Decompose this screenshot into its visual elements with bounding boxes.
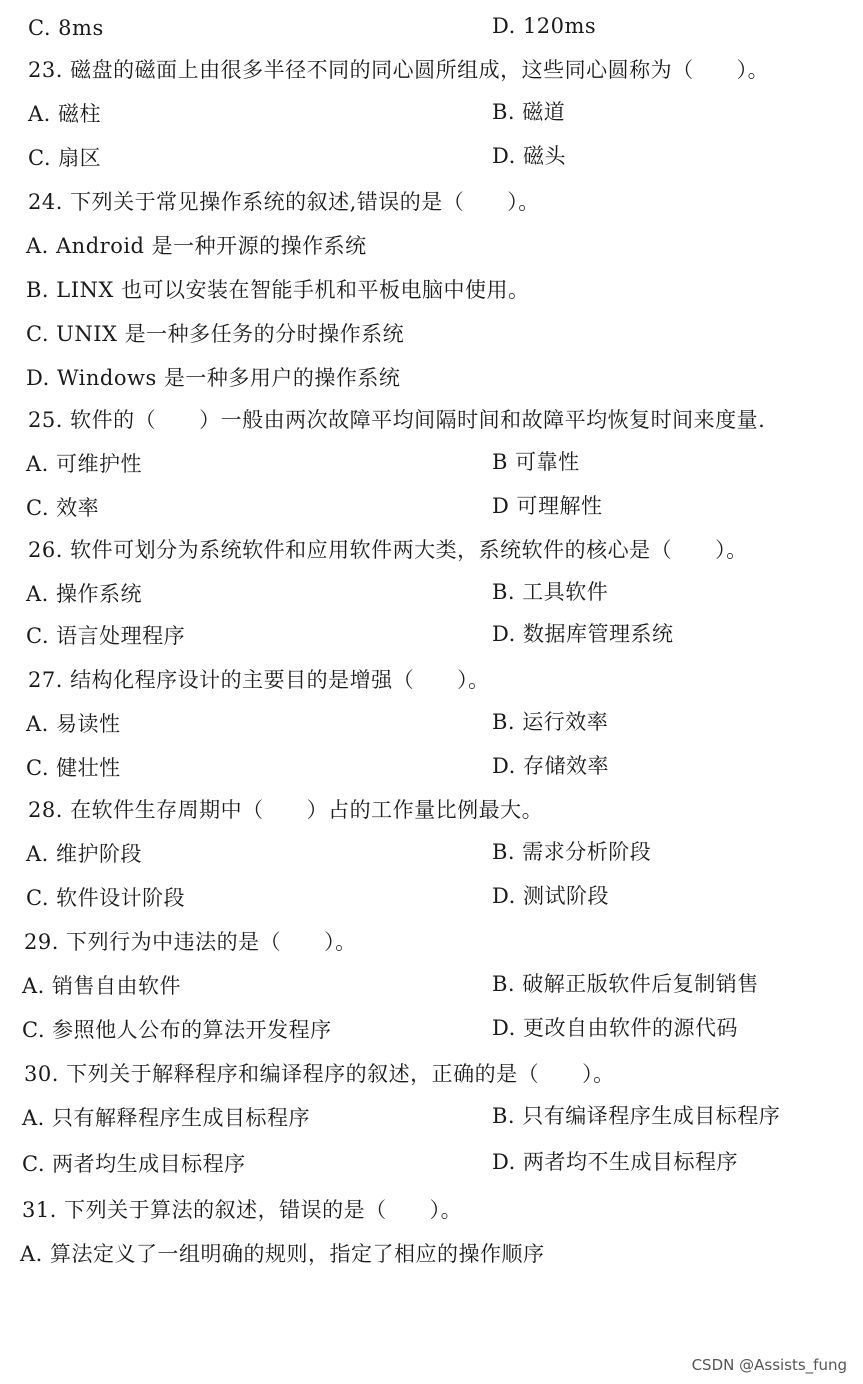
q29-option-b: B. 破解正版软件后复制销售 bbox=[492, 972, 759, 996]
q28-option-b: B. 需求分析阶段 bbox=[492, 840, 652, 864]
q22-option-d: D. 120ms bbox=[492, 14, 597, 38]
q25-option-d: D 可理解性 bbox=[492, 494, 603, 518]
q25-option-a: A. 可维护性 bbox=[26, 452, 143, 476]
q25-option-c: C. 效率 bbox=[26, 496, 100, 520]
q31-stem: 31. 下列关于算法的叙述，错误的是（ ）。 bbox=[22, 1198, 463, 1222]
q28-option-d: D. 测试阶段 bbox=[492, 884, 609, 908]
q30-stem: 30. 下列关于解释程序和编译程序的叙述，正确的是（ ）。 bbox=[24, 1062, 615, 1086]
q28-option-a: A. 维护阶段 bbox=[26, 842, 143, 866]
q30-option-c: C. 两者均生成目标程序 bbox=[22, 1152, 246, 1176]
q26-option-a: A. 操作系统 bbox=[26, 582, 143, 606]
q30-option-d: D. 两者均不生成目标程序 bbox=[492, 1150, 738, 1174]
q29-stem: 29. 下列行为中违法的是（ ）。 bbox=[24, 930, 357, 954]
q28-stem: 28. 在软件生存周期中（ ）占的工作量比例最大。 bbox=[28, 798, 544, 822]
q30-option-b: B. 只有编译程序生成目标程序 bbox=[492, 1104, 781, 1128]
q22-option-c: C. 8ms bbox=[28, 16, 104, 40]
csdn-watermark: CSDN @Assists_fung bbox=[691, 1356, 847, 1374]
q24-option-a: A. Android 是一种开源的操作系统 bbox=[26, 234, 367, 258]
q27-option-c: C. 健壮性 bbox=[26, 756, 121, 780]
q28-option-c: C. 软件设计阶段 bbox=[26, 886, 186, 910]
q23-option-a: A. 磁柱 bbox=[28, 102, 102, 126]
q26-option-b: B. 工具软件 bbox=[492, 580, 609, 604]
q25-stem: 25. 软件的（ ）一般由两次故障平均间隔时间和故障平均恢复时间来度量. bbox=[28, 408, 766, 432]
q31-option-a: A. 算法定义了一组明确的规则，指定了相应的操作顺序 bbox=[20, 1242, 545, 1266]
q24-option-c: C. UNIX 是一种多任务的分时操作系统 bbox=[26, 322, 405, 346]
q27-option-a: A. 易读性 bbox=[26, 712, 121, 736]
q25-option-b: B 可靠性 bbox=[492, 450, 580, 474]
q26-option-c: C. 语言处理程序 bbox=[26, 624, 186, 648]
q23-option-b: B. 磁道 bbox=[492, 100, 566, 124]
q27-option-b: B. 运行效率 bbox=[492, 710, 609, 734]
q29-option-c: C. 参照他人公布的算法开发程序 bbox=[22, 1018, 332, 1042]
q23-stem: 23. 磁盘的磁面上由很多半径不同的同心圆所组成，这些同心圆称为（ ）。 bbox=[28, 58, 770, 82]
q27-option-d: D. 存储效率 bbox=[492, 754, 609, 778]
q24-option-d: D. Windows 是一种多用户的操作系统 bbox=[26, 366, 401, 390]
q26-option-d: D. 数据库管理系统 bbox=[492, 622, 674, 646]
q23-option-c: C. 扇区 bbox=[28, 146, 102, 170]
q27-stem: 27. 结构化程序设计的主要目的是增强（ ）。 bbox=[28, 668, 490, 692]
q29-option-a: A. 销售自由软件 bbox=[22, 974, 182, 998]
q30-option-a: A. 只有解释程序生成目标程序 bbox=[22, 1106, 311, 1130]
q26-stem: 26. 软件可划分为系统软件和应用软件两大类，系统软件的核心是（ ）。 bbox=[28, 538, 748, 562]
q24-option-b: B. LINX 也可以安装在智能手机和平板电脑中使用。 bbox=[26, 278, 530, 302]
q29-option-d: D. 更改自由软件的源代码 bbox=[492, 1016, 738, 1040]
q23-option-d: D. 磁头 bbox=[492, 144, 566, 168]
q24-stem: 24. 下列关于常见操作系统的叙述,错误的是（ ）。 bbox=[28, 190, 540, 214]
